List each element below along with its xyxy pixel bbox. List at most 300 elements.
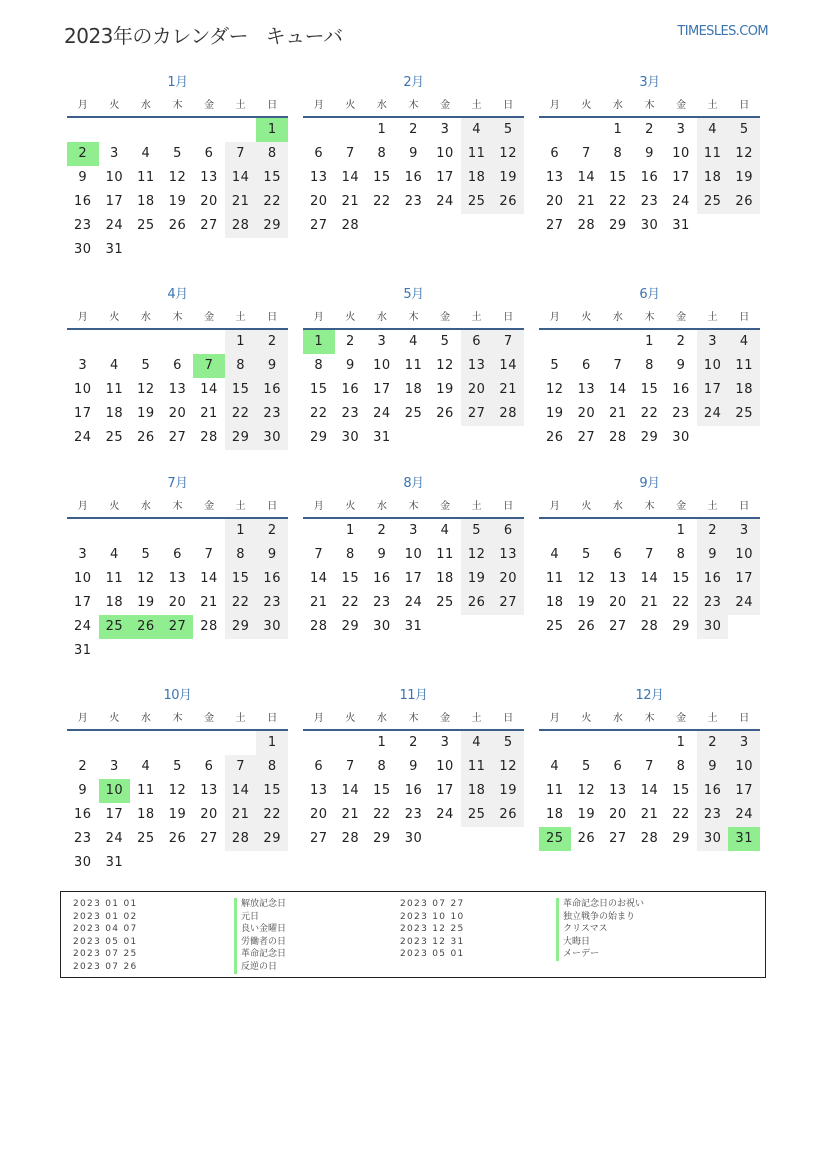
- day-cell: 8: [613, 146, 623, 161]
- day-cell: 13: [577, 382, 596, 397]
- day-cell: 13: [609, 571, 627, 586]
- weekday-label: 月: [77, 312, 88, 323]
- day-cell: 21: [492, 378, 524, 402]
- day-cell: 28: [609, 430, 627, 445]
- day-cell: 16: [256, 378, 288, 402]
- day-cell: 17: [436, 783, 454, 798]
- day-cell: 29: [341, 619, 360, 634]
- day-cell: 4: [461, 731, 493, 755]
- day-cell: 20: [168, 595, 187, 610]
- day-cell: 11: [546, 571, 564, 586]
- day-cell: 7: [345, 759, 355, 774]
- day-cell: 11: [404, 358, 423, 373]
- month-name: 5月: [403, 287, 424, 302]
- day-cell: 18: [728, 378, 760, 402]
- weekday-label: 土: [235, 713, 246, 724]
- day-cell: 10: [404, 547, 423, 562]
- day-cell: 10: [436, 146, 454, 161]
- day-cell: 15: [256, 166, 288, 190]
- day-cell: 22: [256, 803, 288, 827]
- day-cell: 16: [74, 194, 92, 209]
- weekday-header: [539, 712, 760, 726]
- day-cell: 25: [697, 190, 729, 214]
- day-cell: 14: [609, 382, 627, 397]
- day-cell: 19: [137, 406, 155, 421]
- day-cell: 31: [672, 218, 690, 233]
- day-cell: 3: [109, 759, 119, 774]
- day-cell: 29: [609, 218, 627, 233]
- day-cell: 26: [137, 430, 155, 445]
- day-cell: 2: [256, 330, 288, 354]
- day-cell: 3: [440, 735, 450, 750]
- day-cell: 6: [550, 146, 560, 161]
- weekday-label: 水: [376, 312, 387, 323]
- day-cell: 20: [310, 807, 328, 822]
- weekday-header: [303, 99, 524, 113]
- weekday-label: 土: [707, 713, 718, 724]
- day-cell: 25: [404, 406, 423, 421]
- day-cell: 9: [78, 783, 88, 798]
- day-cell: 3: [78, 358, 88, 373]
- legend-holiday-name: 革命記念日: [234, 948, 286, 961]
- day-cell: 12: [168, 170, 187, 185]
- day-grid: [303, 330, 524, 474]
- day-cell: 7: [204, 547, 214, 562]
- day-cell: 17: [74, 406, 92, 421]
- day-cell: 19: [436, 382, 454, 397]
- weekday-label: 月: [549, 100, 560, 111]
- day-cell: 3: [409, 523, 418, 538]
- holiday-day-cell: 25: [99, 615, 131, 639]
- weekday-label: 月: [549, 312, 560, 323]
- day-cell: 5: [440, 334, 450, 349]
- day-cell: 29: [225, 426, 257, 450]
- day-cell: 24: [728, 803, 760, 827]
- day-cell: 20: [310, 194, 328, 209]
- day-cell: 9: [78, 170, 88, 185]
- day-cell: 22: [640, 406, 659, 421]
- day-cell: 23: [256, 402, 288, 426]
- day-cell: 18: [697, 166, 729, 190]
- legend-date: 2023 05 01: [73, 936, 138, 947]
- day-cell: 24: [728, 591, 760, 615]
- weekday-header: [539, 99, 760, 113]
- day-cell: 1: [225, 330, 257, 354]
- day-cell: 4: [550, 547, 560, 562]
- day-cell: 10: [697, 354, 729, 378]
- day-cell: 16: [672, 382, 690, 397]
- day-cell: 8: [345, 547, 355, 562]
- day-cell: 21: [200, 595, 218, 610]
- day-cell: 12: [461, 543, 493, 567]
- day-cell: 5: [550, 358, 560, 373]
- day-cell: 11: [137, 170, 155, 185]
- day-cell: 16: [373, 571, 391, 586]
- weekday-label: 水: [376, 501, 387, 512]
- day-cell: 5: [173, 759, 182, 774]
- day-cell: 29: [256, 214, 288, 238]
- day-cell: 22: [256, 190, 288, 214]
- weekday-label: 日: [503, 713, 514, 724]
- weekday-label: 火: [345, 312, 356, 323]
- day-grid: [67, 519, 288, 663]
- day-cell: 16: [256, 567, 288, 591]
- day-cell: 8: [225, 543, 257, 567]
- legend-date: 2023 01 01: [73, 899, 138, 909]
- weekday-header: [539, 500, 760, 514]
- day-cell: 30: [640, 218, 659, 233]
- weekday-header: [303, 500, 524, 514]
- weekday-label: 火: [109, 713, 120, 724]
- weekday-label: 金: [440, 312, 451, 323]
- day-cell: 27: [200, 831, 218, 846]
- day-cell: 17: [373, 382, 391, 397]
- day-cell: 31: [105, 855, 124, 870]
- day-cell: 5: [141, 358, 151, 373]
- weekday-label: 日: [739, 713, 750, 724]
- day-cell: 5: [141, 547, 151, 562]
- day-cell: 1: [377, 735, 387, 750]
- weekday-label: 木: [644, 501, 655, 512]
- day-cell: 22: [373, 807, 391, 822]
- holiday-day-cell: 1: [256, 118, 288, 142]
- day-cell: 22: [672, 807, 690, 822]
- day-cell: 5: [461, 519, 493, 543]
- weekday-label: 土: [235, 100, 246, 111]
- day-cell: 11: [461, 142, 493, 166]
- day-cell: 23: [672, 406, 690, 421]
- day-cell: 17: [436, 170, 454, 185]
- day-cell: 9: [409, 759, 418, 774]
- holiday-day-cell: 2: [67, 142, 99, 166]
- day-cell: 25: [137, 218, 155, 233]
- weekday-label: 水: [376, 713, 387, 724]
- weekday-label: 土: [471, 713, 482, 724]
- day-cell: 20: [492, 567, 524, 591]
- day-cell: 18: [137, 194, 155, 209]
- day-cell: 22: [341, 595, 360, 610]
- day-cell: 28: [225, 214, 257, 238]
- day-cell: 19: [492, 166, 524, 190]
- day-cell: 1: [645, 334, 654, 349]
- day-cell: 8: [256, 142, 288, 166]
- weekday-header: [67, 99, 288, 113]
- legend-date: 2023 07 26: [73, 961, 138, 972]
- day-cell: 29: [640, 430, 659, 445]
- weekday-label: 月: [313, 501, 324, 512]
- day-cell: 23: [74, 218, 92, 233]
- day-cell: 8: [225, 354, 257, 378]
- day-cell: 12: [546, 382, 564, 397]
- day-cell: 26: [728, 190, 760, 214]
- day-cell: 21: [640, 595, 659, 610]
- day-cell: 15: [640, 382, 659, 397]
- day-cell: 30: [74, 855, 92, 870]
- day-cell: 11: [436, 547, 454, 562]
- weekday-label: 土: [707, 100, 718, 111]
- day-cell: 13: [546, 170, 564, 185]
- weekday-label: 水: [612, 100, 623, 111]
- day-cell: 2: [377, 523, 387, 538]
- day-cell: 3: [728, 519, 760, 543]
- day-cell: 29: [672, 831, 690, 846]
- day-cell: 28: [200, 619, 218, 634]
- weekday-label: 木: [172, 100, 183, 111]
- legend-date: 2023 07 27: [400, 899, 465, 909]
- day-cell: 10: [728, 755, 760, 779]
- day-cell: 16: [640, 170, 659, 185]
- weekday-label: 水: [376, 100, 387, 111]
- day-cell: 12: [137, 571, 155, 586]
- day-cell: 13: [168, 382, 187, 397]
- day-cell: 14: [577, 170, 596, 185]
- day-cell: 29: [256, 827, 288, 851]
- day-cell: 10: [74, 382, 92, 397]
- day-cell: 5: [581, 759, 591, 774]
- day-cell: 27: [168, 430, 187, 445]
- day-cell: 23: [373, 595, 391, 610]
- day-cell: 1: [676, 523, 686, 538]
- legend-date: 2023 10 10: [400, 911, 465, 922]
- day-cell: 10: [74, 571, 92, 586]
- legend-names-col-2: [556, 898, 644, 961]
- day-cell: 6: [613, 759, 623, 774]
- day-cell: 8: [676, 759, 686, 774]
- day-cell: 17: [728, 567, 760, 591]
- day-cell: 23: [697, 591, 729, 615]
- day-cell: 25: [461, 803, 493, 827]
- weekday-label: 木: [172, 713, 183, 724]
- day-cell: 16: [341, 382, 360, 397]
- day-cell: 5: [581, 547, 591, 562]
- day-cell: 20: [461, 378, 493, 402]
- day-cell: 4: [440, 523, 450, 538]
- weekday-label: 水: [140, 713, 151, 724]
- day-cell: 4: [461, 118, 493, 142]
- legend-date: 2023 07 25: [73, 949, 138, 960]
- legend-date: 2023 12 31: [400, 936, 465, 947]
- day-cell: 18: [105, 406, 124, 421]
- day-cell: 4: [141, 759, 151, 774]
- day-cell: 3: [377, 334, 387, 349]
- weekday-label: 月: [77, 713, 88, 724]
- weekday-label: 木: [408, 501, 419, 512]
- day-cell: 13: [200, 783, 218, 798]
- month-name: 11月: [399, 688, 428, 703]
- day-cell: 28: [200, 430, 218, 445]
- day-cell: 24: [105, 218, 124, 233]
- day-cell: 30: [672, 430, 690, 445]
- day-cell: 23: [341, 406, 360, 421]
- weekday-label: 日: [267, 501, 278, 512]
- month-name: 10月: [163, 688, 192, 703]
- weekday-label: 金: [204, 100, 215, 111]
- day-cell: 22: [225, 402, 257, 426]
- month-name: 4月: [167, 287, 188, 302]
- legend-names-col-1: [234, 898, 286, 974]
- day-cell: 12: [577, 783, 596, 798]
- day-cell: 21: [640, 807, 659, 822]
- day-cell: 30: [404, 831, 423, 846]
- day-cell: 22: [672, 595, 690, 610]
- day-cell: 17: [74, 595, 92, 610]
- day-cell: 28: [577, 218, 596, 233]
- day-grid: [67, 118, 288, 262]
- day-cell: 9: [256, 543, 288, 567]
- weekday-label: 月: [77, 100, 88, 111]
- weekday-label: 金: [204, 713, 215, 724]
- day-cell: 18: [404, 382, 423, 397]
- day-cell: 25: [436, 595, 454, 610]
- day-cell: 28: [492, 402, 524, 426]
- weekday-label: 木: [408, 100, 419, 111]
- day-cell: 19: [546, 406, 564, 421]
- weekday-label: 火: [581, 713, 592, 724]
- day-cell: 27: [310, 831, 328, 846]
- day-grid: [539, 731, 760, 875]
- day-cell: 5: [492, 731, 524, 755]
- day-cell: 12: [436, 358, 454, 373]
- day-cell: 26: [546, 430, 564, 445]
- day-cell: 26: [436, 406, 454, 421]
- day-cell: 3: [728, 731, 760, 755]
- holiday-legend: [60, 891, 766, 978]
- day-grid: [539, 519, 760, 663]
- day-cell: 18: [546, 807, 564, 822]
- weekday-label: 日: [503, 312, 514, 323]
- day-cell: 22: [225, 591, 257, 615]
- day-cell: 14: [200, 382, 218, 397]
- day-cell: 28: [225, 827, 257, 851]
- day-cell: 20: [609, 595, 627, 610]
- day-cell: 11: [728, 354, 760, 378]
- day-grid: [303, 731, 524, 875]
- day-cell: 6: [173, 358, 182, 373]
- legend-date: 2023 04 07: [73, 924, 138, 935]
- legend-holiday-name: メーデー: [556, 948, 644, 961]
- page-title: 2023年のカレンダー キューバ: [64, 24, 343, 48]
- weekday-label: 日: [739, 312, 750, 323]
- day-cell: 11: [105, 382, 124, 397]
- day-cell: 25: [546, 619, 564, 634]
- weekday-label: 火: [109, 501, 120, 512]
- day-cell: 15: [256, 779, 288, 803]
- day-grid: [303, 519, 524, 663]
- day-cell: 3: [109, 146, 119, 161]
- weekday-label: 木: [172, 312, 183, 323]
- day-cell: 3: [676, 122, 686, 137]
- day-cell: 19: [577, 807, 596, 822]
- weekday-label: 日: [503, 501, 514, 512]
- day-cell: 18: [546, 595, 564, 610]
- day-cell: 31: [74, 643, 92, 658]
- legend-holiday-name: 革命記念日のお祝い: [556, 898, 644, 911]
- weekday-label: 火: [109, 100, 120, 111]
- day-cell: 19: [168, 807, 187, 822]
- day-cell: 26: [492, 190, 524, 214]
- day-cell: 23: [404, 807, 423, 822]
- day-cell: 19: [492, 779, 524, 803]
- day-cell: 26: [168, 218, 187, 233]
- day-cell: 3: [440, 122, 450, 137]
- day-cell: 7: [314, 547, 324, 562]
- weekday-header: [539, 311, 760, 325]
- day-cell: 27: [546, 218, 564, 233]
- site-logo-text[interactable]: TIMESLES.COM: [677, 24, 768, 39]
- day-cell: 13: [168, 571, 187, 586]
- day-cell: 2: [697, 519, 729, 543]
- day-cell: 2: [697, 731, 729, 755]
- holiday-day-cell: 7: [193, 354, 225, 378]
- day-cell: 10: [105, 170, 124, 185]
- day-cell: 21: [609, 406, 627, 421]
- day-cell: 14: [640, 571, 659, 586]
- month-name: 2月: [403, 75, 424, 90]
- day-cell: 6: [204, 146, 214, 161]
- day-cell: 12: [168, 783, 187, 798]
- legend-holiday-name: 元日: [234, 911, 286, 924]
- day-cell: 9: [697, 543, 729, 567]
- weekday-label: 日: [503, 100, 514, 111]
- day-cell: 15: [373, 170, 391, 185]
- day-cell: 28: [341, 831, 360, 846]
- day-cell: 21: [200, 406, 218, 421]
- weekday-label: 木: [408, 713, 419, 724]
- day-cell: 15: [310, 382, 328, 397]
- day-cell: 25: [728, 402, 760, 426]
- day-cell: 25: [137, 831, 155, 846]
- day-cell: 9: [676, 358, 686, 373]
- day-cell: 10: [436, 759, 454, 774]
- day-cell: 28: [640, 831, 659, 846]
- day-cell: 7: [645, 759, 654, 774]
- day-cell: 15: [609, 170, 627, 185]
- day-cell: 13: [492, 543, 524, 567]
- day-cell: 2: [78, 759, 88, 774]
- weekday-label: 火: [345, 501, 356, 512]
- day-cell: 8: [256, 755, 288, 779]
- day-cell: 7: [225, 755, 257, 779]
- day-cell: 17: [728, 779, 760, 803]
- day-cell: 31: [105, 242, 124, 257]
- day-cell: 24: [436, 194, 454, 209]
- day-cell: 30: [74, 242, 92, 257]
- day-cell: 14: [640, 783, 659, 798]
- day-cell: 12: [492, 755, 524, 779]
- weekday-label: 日: [267, 312, 278, 323]
- weekday-label: 月: [313, 713, 324, 724]
- day-cell: 17: [697, 378, 729, 402]
- day-cell: 20: [546, 194, 564, 209]
- day-cell: 7: [581, 146, 591, 161]
- day-cell: 19: [728, 166, 760, 190]
- day-cell: 26: [461, 591, 493, 615]
- day-cell: 15: [373, 783, 391, 798]
- day-cell: 13: [200, 170, 218, 185]
- weekday-label: 金: [440, 713, 451, 724]
- weekday-label: 金: [676, 312, 687, 323]
- weekday-label: 木: [644, 100, 655, 111]
- day-cell: 29: [373, 831, 391, 846]
- weekday-label: 土: [707, 501, 718, 512]
- day-cell: 14: [341, 783, 360, 798]
- month-name: 3月: [639, 75, 660, 90]
- day-cell: 24: [105, 831, 124, 846]
- legend-date: 2023 01 02: [73, 911, 138, 922]
- day-cell: 7: [345, 146, 355, 161]
- weekday-label: 月: [77, 501, 88, 512]
- day-cell: 6: [492, 519, 524, 543]
